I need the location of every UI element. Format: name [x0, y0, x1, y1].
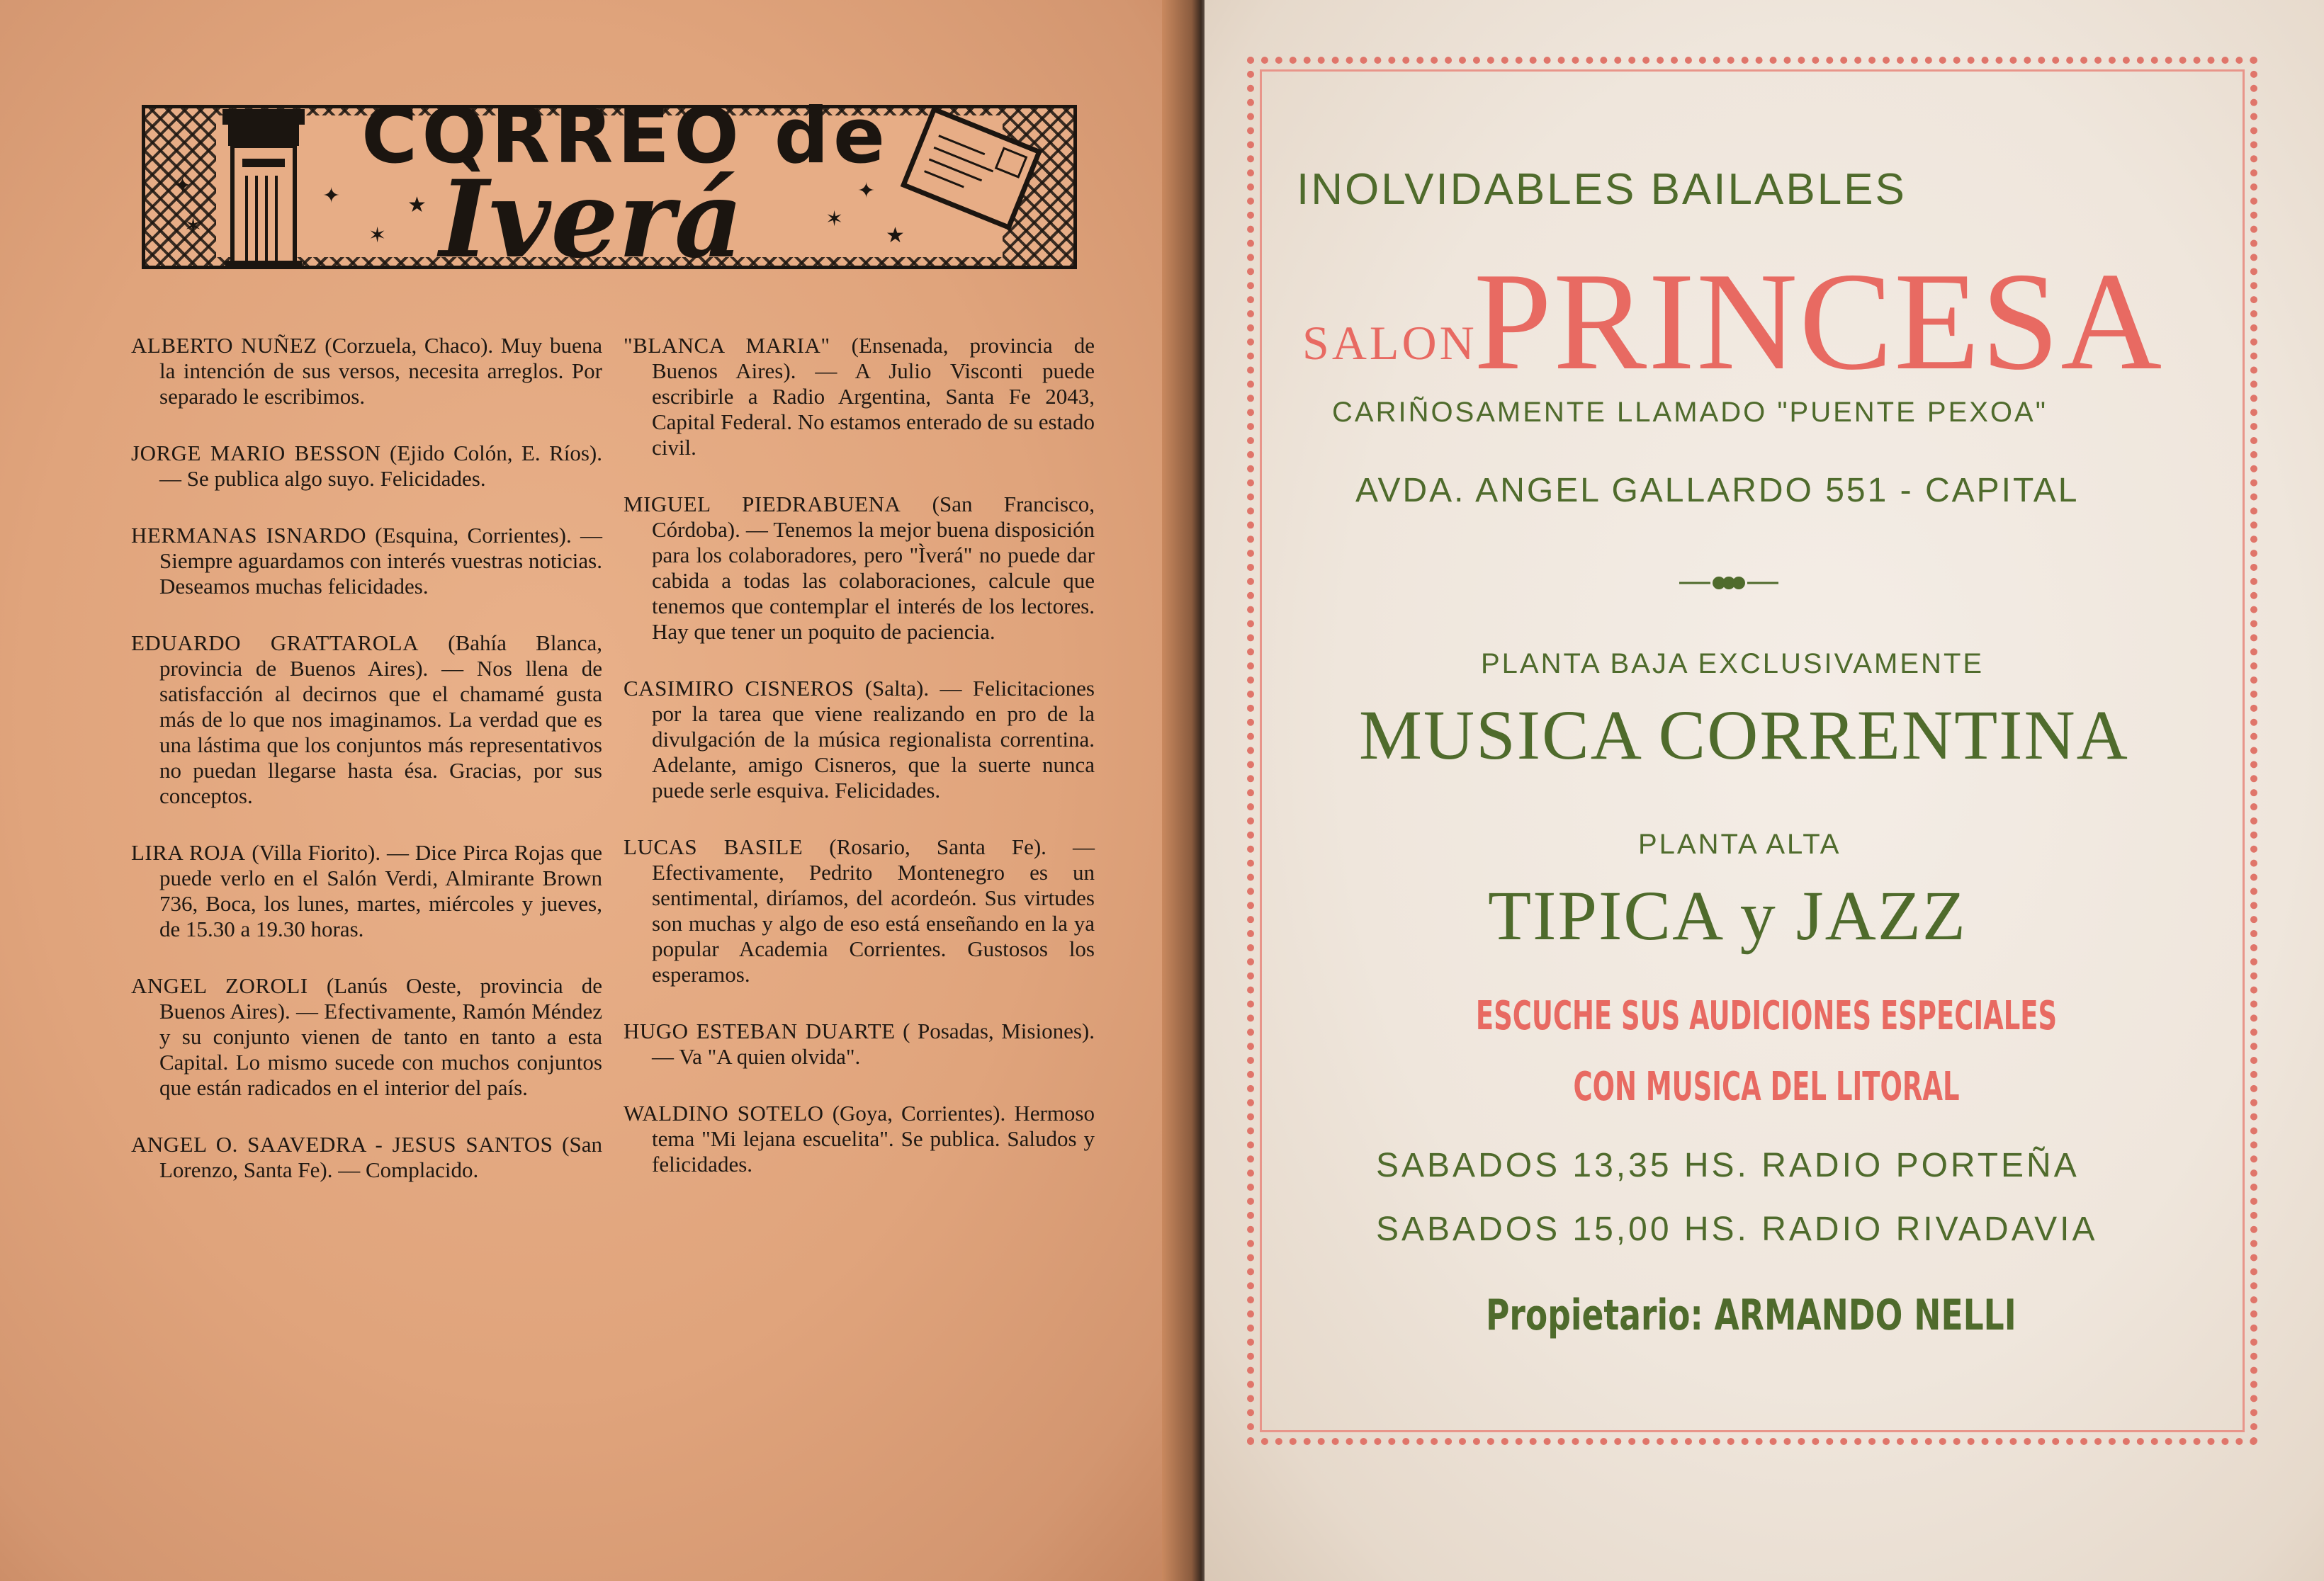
- letter-entry: [624, 676, 1095, 803]
- letter-entry: [131, 840, 602, 942]
- correspondent-name: LUCAS BASILE: [624, 834, 803, 859]
- letter-reply: (Goya, Corrientes). Hermoso tema "Mi lejana escuelita". Se publica. Saludos y felicidades.: [652, 1101, 1095, 1177]
- correspondent-name: LIRA ROJA: [131, 840, 246, 865]
- star-icon: ★: [886, 224, 905, 247]
- correspondent-name: WALDINO SOTELO: [624, 1101, 824, 1126]
- audiciones-notice: ESCUCHE SUS AUDICIONES ESPECIALES CON MUSICA DEL LITORAL: [1475, 993, 2058, 1110]
- salon-name: PRINCESA: [1474, 244, 2164, 399]
- letter-paragraph: [131, 973, 602, 1101]
- star-icon: ✦: [174, 174, 192, 198]
- correspondent-name: HUGO ESTEBAN DUARTE: [624, 1019, 896, 1043]
- letter-paragraph: [624, 676, 1095, 803]
- letter-entry: [131, 973, 602, 1101]
- letter-entry: [624, 492, 1095, 645]
- letter-entry: [624, 1101, 1095, 1177]
- letters-column-right: [624, 333, 1095, 1208]
- letter-reply: (Rosario, Santa Fe). — Efectivamente, Pedrito Montenegro es un sentimental, diríamos, del acordeón. Sus virtudes son muchas y algo de eso está enseñando en la ya popular Academia Corrientes. Gustosos los esperamos.: [652, 834, 1095, 987]
- star-icon: ✦: [322, 184, 341, 208]
- letter-reply: (San Lorenzo, Santa Fe). — Complacido.: [159, 1132, 602, 1182]
- letter-paragraph: [131, 630, 602, 809]
- radio-schedule-2: SABADOS 15,00 HS. RADIO RIVADAVIA: [1376, 1211, 2098, 1248]
- letter-reply: (Esquina, Corrientes). — Siempre aguardamos con interés vuestras noticias. Deseamos muchas felicidades.: [159, 523, 602, 599]
- correspondent-name: ANGEL ZOROLI: [131, 973, 308, 998]
- letter-reply: (Ensenada, provincia de Buenos Aires). — A Julio Visconti puede escribirle a Radio Argentina, Santa Fe 2043, Capital Federal. No estamos enterado de su estado civil.: [652, 333, 1095, 460]
- letter-paragraph: [131, 523, 602, 599]
- mailbox-icon: [218, 105, 309, 269]
- letter-paragraph: [624, 1019, 1095, 1070]
- letter-reply: (Bahía Blanca, provincia de Buenos Aires). — Nos llena de satisfacción al decirnos que el chamamé gusta más de lo que nos imaginamos. La verdad que es una lástima que los conjuntos más representativos no puedan llegarse hasta ésa. Gracias, por sus conceptos.: [159, 630, 602, 808]
- correspondent-name: CASIMIRO CISNEROS: [624, 676, 854, 701]
- correspondent-name: "BLANCA MARIA": [624, 333, 830, 358]
- correspondent-name: ANGEL O. SAAVEDRA - JESUS SANTOS: [131, 1132, 553, 1157]
- divider-ornament-icon: [1679, 570, 1778, 596]
- letter-paragraph: [624, 333, 1095, 460]
- correspondent-name: EDUARDO GRATTAROLA: [131, 630, 419, 655]
- letter-reply: (Villa Fiorito). — Dice Pirca Rojas que puede verlo en el Salón Verdi, Almirante Brown 736, Boca, los lunes, martes, miércoles y jueves, de 15.30 a 19.30 horas.: [159, 840, 602, 941]
- letter-reply: (Lanús Oeste, provincia de Buenos Aires). — Efectivamente, Ramón Méndez y su conjunto vienen de tanto en tanto a esta Capital. Lo mismo sucede con muchos conjuntos que están radicados en el interior del país.: [159, 973, 603, 1100]
- letter-entry: [131, 523, 602, 599]
- letter-entry: [131, 333, 602, 409]
- banner-title: CORREO de: [361, 92, 890, 181]
- letter-reply: (San Francisco, Córdoba). — Tenemos la mejor buena disposición para los colaboradores, pero "Ìverá" no puede dar cabida a todas las colaboraciones, calcule que tenemos que contemplar el interés de los lectores. Hay que tener un poquito de paciencia.: [652, 492, 1095, 644]
- upper-floor-label: PLANTA ALTA: [1638, 829, 1841, 860]
- letter-paragraph: [624, 1101, 1095, 1177]
- letter-icon: [900, 106, 1042, 234]
- correspondent-name: HERMANAS ISNARDO: [131, 523, 367, 548]
- correspondent-name: ALBERTO NUÑEZ: [131, 333, 317, 358]
- letter-reply: (Corzuela, Chaco). Muy buena la intención de sus versos, necesita arreglos. Por separado le escribimos.: [159, 333, 602, 409]
- salon-address: AVDA. ANGEL GALLARDO 551 - CAPITAL: [1355, 472, 2080, 509]
- letter-entry: [624, 1019, 1095, 1070]
- star-icon: ✶: [825, 208, 844, 231]
- star-icon: ✦: [857, 179, 876, 203]
- banner-title-iverá: Ìverá: [439, 157, 743, 282]
- salon-label: SALON: [1302, 316, 1477, 370]
- letter-reply: (Salta). — Felicitaciones por la tarea que viene realizando en pro de la divulgación de la música regionalista correntina. Adelante, amigo Cisneros, que la suerte nunca puede serle esquiva. Felicidades.: [652, 676, 1095, 803]
- correspondent-name: JORGE MARIO BESSON: [131, 441, 381, 465]
- letter-reply: ( Posadas, Misiones). — Va "A quien olvida".: [652, 1019, 1095, 1069]
- letter-paragraph: [131, 333, 602, 409]
- letter-entry: [624, 333, 1095, 460]
- letter-paragraph: [624, 834, 1095, 987]
- ground-floor-label: PLANTA BAJA EXCLUSIVAMENTE: [1481, 648, 1985, 679]
- star-icon: ★: [407, 193, 427, 217]
- ad-headline: INOLVIDABLES BAILABLES: [1297, 165, 1907, 214]
- letter-reply: (Ejido Colón, E. Ríos). — Se publica algo suyo. Felicidades.: [159, 441, 602, 491]
- letter-paragraph: [624, 492, 1095, 645]
- star-icon: ✶: [184, 215, 203, 238]
- ground-floor-music: MUSICA CORRENTINA: [1359, 696, 2129, 774]
- correspondent-name: MIGUEL PIEDRABUENA: [624, 492, 901, 516]
- letter-entry: [131, 441, 602, 492]
- letter-paragraph: [131, 441, 602, 492]
- letter-paragraph: [131, 1132, 602, 1183]
- letter-entry: [624, 834, 1095, 987]
- salon-nickname: CARIÑOSAMENTE LLAMADO "PUENTE PEXOA": [1332, 397, 2048, 428]
- radio-schedule-1: SABADOS 13,35 HS. RADIO PORTEÑA: [1376, 1147, 2080, 1184]
- letter-paragraph: [131, 840, 602, 942]
- right-page-advertisement: [1205, 0, 2324, 1581]
- letter-entry: [131, 1132, 602, 1183]
- letters-column-left: [131, 333, 602, 1214]
- upper-floor-music: TIPICA y JAZZ: [1488, 876, 1967, 955]
- star-icon: ✶: [368, 224, 387, 247]
- letter-entry: [131, 630, 602, 809]
- owner-line: Propietario: ARMANDO NELLI: [1486, 1291, 2016, 1340]
